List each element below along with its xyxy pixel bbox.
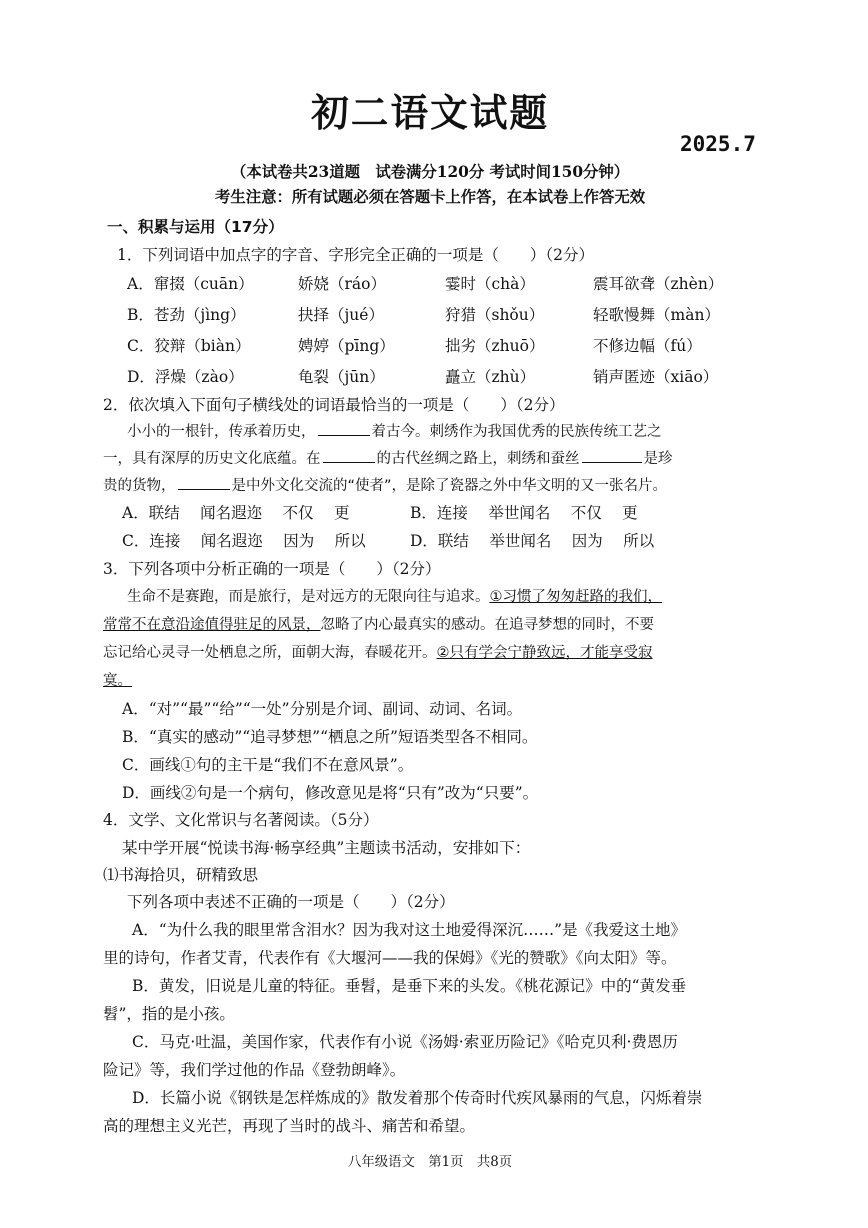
q2-stem: 2．依次填入下面句子横线处的词语最恰当的一项是（ ）（2分） <box>103 396 565 414</box>
q2-option-a: A．联结 闻名遐迩 不仅 更 <box>122 504 350 522</box>
q2-text: 的古代丝绸之路上，刺绣和蚕丝 <box>376 451 580 467</box>
q3-option-d: D．画线②句是一个病句，修改意见是将“只有”改为“只要”。 <box>122 784 539 802</box>
q2-blank-4 <box>178 475 230 490</box>
q3-option-c: C．画线①句的主干是“我们不在意风景”。 <box>122 756 414 774</box>
q2-blank-2 <box>323 448 375 463</box>
q4-subsection-1: ⑴书海拾贝，研精致思 <box>103 866 259 884</box>
page-title: 初二语文试题 <box>311 91 550 135</box>
q2-passage-line-2 <box>103 447 673 468</box>
q2-text: 是中外文化交流的“使者”，是除了瓷器之外中华文明的又一张名片。 <box>231 478 668 494</box>
q3-text: 忘记给心灵寻一处栖息之所，面朝大海，春暖花开。 <box>103 645 437 661</box>
exam-date: 2025.7 <box>680 132 756 156</box>
q4-stem: 4．文学、文化常识与名著阅读。（5分） <box>103 811 379 829</box>
q1-option-a1: A．窜掇（cuān） <box>127 275 254 293</box>
q3-passage-line-1 <box>127 585 662 606</box>
q3-option-b: B．“真实的感动”“追寻梦想”“栖息之所”短语类型各不相同。 <box>122 728 538 746</box>
q3-text: 生命不是赛跑，而是旅行，是对远方的无限向往与追求。 <box>127 589 490 605</box>
q4-option-a-line2: 里的诗句，作者艾青，代表作有《大堰河——我的保姆》《光的赞歌》《向太阳》等。 <box>103 949 677 967</box>
page-footer: 八年级语文 第1页 共8页 <box>347 1154 513 1170</box>
q1-option-a2: 娇娆（ráo） <box>298 275 386 293</box>
q4-option-d-line1: D．长篇小说《钢铁是怎样炼成的》散发着那个传奇时代疾风暴雨的气息，闪烁着崇 <box>132 1089 703 1107</box>
section-heading: 一、积累与运用（17分） <box>107 218 284 236</box>
q1-stem: 1．下列词语中加点字的字音、字形完全正确的一项是（ ）（2分） <box>117 246 594 264</box>
q4-option-c-line1: C．马克·吐温，美国作家，代表作有小说《汤姆·索亚历险记》《哈克贝利·费恩历 <box>132 1033 678 1051</box>
q1-option-b2: 抉择（jué） <box>298 306 384 324</box>
q2-text: 一，具有深厚的历史文化底蕴。在 <box>103 451 321 467</box>
q1-option-c1: C．狡辩（biàn） <box>127 337 251 355</box>
q1-option-a4: 震耳欲聋（zhèn） <box>593 275 724 293</box>
q4-sub-stem: 下列各项中表述不正确的一项是（ ）（2分） <box>127 893 455 911</box>
q1-option-d1: D．浮燥（zào） <box>127 368 244 386</box>
q3-passage-line-3 <box>103 641 653 662</box>
q1-option-d2: 龟裂（jūn） <box>298 368 385 386</box>
q4-option-b-line2: 髫”，指的是小孩。 <box>103 1005 235 1023</box>
q2-passage-line-3 <box>103 474 667 495</box>
q1-option-d3: 矗立（zhù） <box>445 368 536 386</box>
q3-stem: 3．下列各项中分析正确的一项是（ ）（2分） <box>103 560 441 578</box>
q1-option-b1: B．苍劲（jìng） <box>127 306 246 324</box>
q2-text: 着古今。刺绣作为我国优秀的民族传统工艺之 <box>371 424 662 440</box>
q3-underlined-sentence-1b: 常常不在意沿途值得驻足的风景， <box>103 617 321 633</box>
q2-option-c: C．连接 闻名遐迩 因为 所以 <box>122 532 366 550</box>
q1-option-c2: 娉婷（pīng） <box>298 337 395 355</box>
q2-option-b: B．连接 举世闻名 不仅 更 <box>410 504 638 522</box>
q2-text: 小小的一根针，传承着历史， <box>127 424 316 440</box>
q2-blank-3 <box>582 448 642 463</box>
q2-text: 贵的货物， <box>103 478 176 494</box>
q3-underlined-sentence-2: ②只有学会宁静致远，才能享受寂 <box>436 645 653 661</box>
q3-underlined-sentence-2b: 寞。 <box>103 673 132 689</box>
q2-passage-line-1 <box>127 420 662 441</box>
q4-option-c-line2: 险记》等，我们学过他的作品《登勃朗峰》。 <box>103 1061 406 1079</box>
q3-passage-line-4 <box>103 669 132 690</box>
q3-passage-line-2 <box>103 613 654 634</box>
q4-option-b-line1: B．黄发，旧说是儿童的特征。垂髫，是垂下来的头发。《桃花源记》中的“黄发垂 <box>132 977 687 995</box>
q2-option-d: D．联结 举世闻名 因为 所以 <box>410 532 655 550</box>
q1-option-d4: 销声匿迹（xiāo） <box>593 368 719 386</box>
q1-option-b3: 狩猎（shǒu） <box>445 306 545 324</box>
q4-option-a-line1: A．“为什么我的眼里常含泪水？因为我对这土地爱得深沉……”是《我爱这土地》 <box>132 921 687 939</box>
q2-text: 是珍 <box>643 451 673 467</box>
exam-info: （本试卷共23道题 试卷满分120分 考试时间150分钟） <box>231 162 630 181</box>
q3-option-a: A．“对”“最”“给”“一处”分别是介词、副词、动词、名词。 <box>122 700 523 718</box>
q4-option-d-line2: 高的理想主义光芒，再现了当时的战斗、痛苦和希望。 <box>103 1117 476 1135</box>
q3-underlined-sentence-1: ①习惯了匆匆赶路的我们， <box>489 589 662 605</box>
q3-text: 忽略了内心最真实的感动。在追寻梦想的同时，不要 <box>320 617 654 633</box>
q1-option-b4: 轻歌慢舞（màn） <box>593 306 720 324</box>
exam-notice: 考生注意：所有试题必须在答题卡上作答，在本试卷上作答无效 <box>215 187 646 206</box>
q1-option-c3: 拙劣（zhuō） <box>445 337 545 355</box>
q4-intro: 某中学开展“悦读书海·畅享经典”主题读书活动，安排如下： <box>122 839 531 857</box>
q2-blank-1 <box>318 421 370 436</box>
q1-option-c4: 不修边幅（fú） <box>593 337 702 355</box>
q1-option-a3: 霎时（chà） <box>445 275 535 293</box>
